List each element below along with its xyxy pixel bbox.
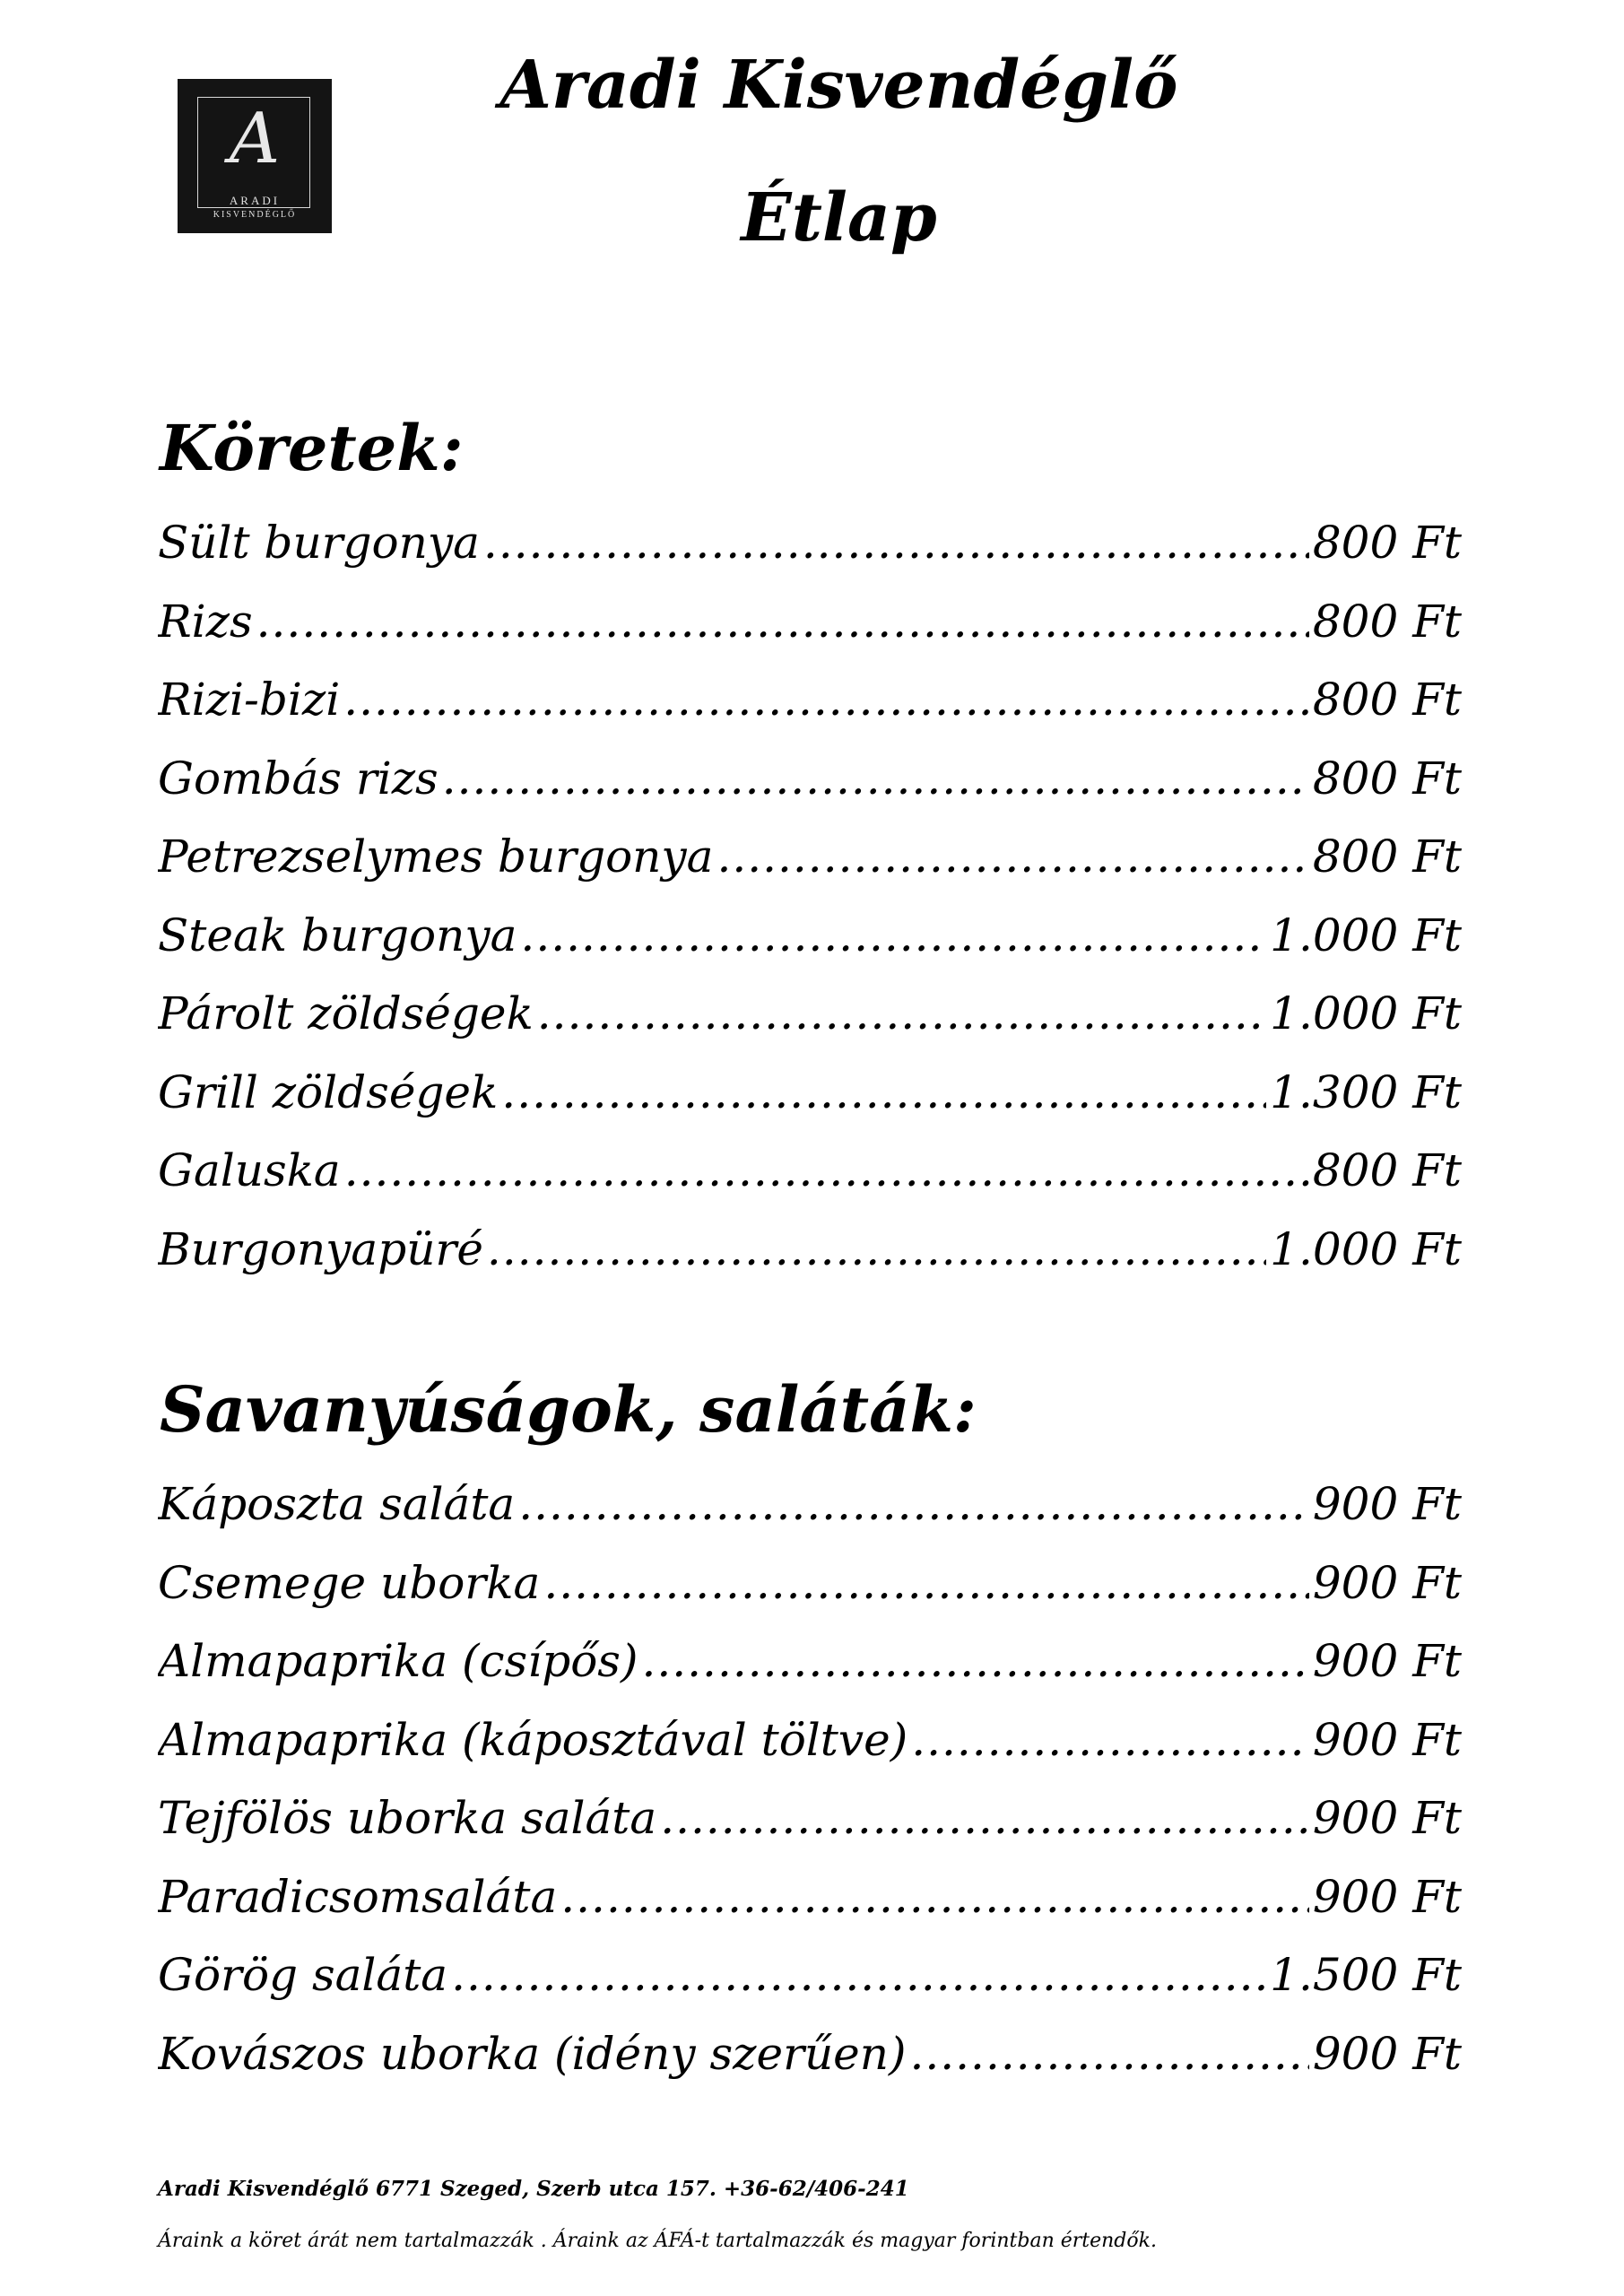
menu-item	[158, 1544, 1462, 1623]
menu-item	[158, 975, 1462, 1054]
dot-leader	[641, 1622, 1308, 1701]
dot-leader	[560, 1858, 1309, 1937]
item-name: Tejfölös uborka saláta	[158, 1792, 657, 1844]
dot-leader	[660, 1779, 1309, 1858]
item-name: Sült burgonya	[158, 517, 480, 569]
item-name: Galuska	[158, 1144, 341, 1196]
item-name: Rizi-bizi	[158, 674, 341, 726]
item-price: 800 Ft	[1312, 1144, 1462, 1196]
item-name: Rizs	[158, 595, 253, 648]
item-name: Kovászos uborka (idény szerűen)	[158, 2027, 907, 2080]
item-price: 1.300 Ft	[1270, 1065, 1462, 1118]
footer-address: Aradi Kisvendéglő 6771 Szeged, Szerb utca 157. +36-62/406-241	[158, 2177, 909, 2201]
item-name: Görög saláta	[158, 1949, 448, 2001]
item-price: 900 Ft	[1312, 2027, 1462, 2080]
dot-leader	[483, 504, 1309, 583]
dot-leader	[344, 1132, 1309, 1211]
item-name: Almapaprika (káposztával töltve)	[158, 1713, 908, 1766]
restaurant-name: Aradi Kisvendéglő	[499, 47, 1178, 124]
item-price: 800 Ft	[1312, 831, 1462, 883]
item-name: Almapaprika (csípős)	[158, 1635, 638, 1687]
item-price: 1.500 Ft	[1270, 1949, 1462, 2001]
dot-leader	[451, 1936, 1266, 2015]
logo-letter: A	[229, 99, 281, 179]
item-price: 800 Ft	[1312, 517, 1462, 569]
item-name: Petrezselymes burgonya	[158, 831, 714, 883]
dot-leader	[442, 740, 1309, 819]
item-name: Grill zöldségek	[158, 1065, 499, 1118]
menu-item	[158, 740, 1462, 819]
menu-item	[158, 661, 1462, 740]
menu-item	[158, 1132, 1462, 1211]
item-price: 1.000 Ft	[1270, 909, 1462, 961]
menu-item	[158, 2015, 1462, 2094]
item-name: Párolt zöldségek	[158, 987, 534, 1039]
item-name: Gombás rizs	[158, 752, 439, 804]
menu-item	[158, 1622, 1462, 1701]
dot-leader	[518, 1465, 1309, 1544]
item-price: 900 Ft	[1312, 1478, 1462, 1530]
item-name: Káposzta saláta	[158, 1478, 516, 1530]
logo-text-line2: KISVENDÉGLŐ	[213, 210, 297, 220]
item-price: 1.000 Ft	[1270, 1222, 1462, 1275]
menu-item	[158, 1211, 1462, 1290]
item-price: 800 Ft	[1312, 674, 1462, 726]
menu-item	[158, 1701, 1462, 1780]
item-name: Burgonyapüré	[158, 1222, 483, 1275]
dot-leader	[256, 583, 1309, 662]
footer-price-note: Áraink a köret árát nem tartalmazzák . Áraink az ÁFÁ-t tartalmazzák és magyar forintban értendők.	[158, 2230, 1157, 2252]
menu-item	[158, 583, 1462, 662]
menu-item	[158, 1054, 1462, 1133]
item-name: Steak burgonya	[158, 909, 517, 961]
dot-leader	[520, 897, 1266, 976]
item-price: 900 Ft	[1312, 1713, 1462, 1766]
dot-leader	[343, 661, 1309, 740]
menu-item	[158, 1858, 1462, 1937]
item-name: Csemege uborka	[158, 1556, 541, 1609]
side-dishes-list	[158, 504, 1462, 1289]
section-heading-pickles-salads: Savanyúságok, saláták:	[160, 1372, 977, 1447]
item-name: Paradicsomsaláta	[158, 1870, 558, 1923]
menu-item	[158, 1465, 1462, 1544]
menu-item	[158, 897, 1462, 976]
item-price: 900 Ft	[1312, 1556, 1462, 1609]
dot-leader	[537, 975, 1266, 1054]
section-heading-side-dishes: Köretek:	[160, 411, 464, 485]
dot-leader	[501, 1054, 1266, 1133]
pickles-salads-list	[158, 1465, 1462, 2093]
dot-leader	[543, 1544, 1309, 1623]
dot-leader	[716, 818, 1308, 897]
dot-leader	[909, 2015, 1308, 2094]
menu-item	[158, 818, 1462, 897]
item-price: 900 Ft	[1312, 1870, 1462, 1923]
item-price: 900 Ft	[1312, 1792, 1462, 1844]
menu-item	[158, 1779, 1462, 1858]
menu-item	[158, 504, 1462, 583]
logo-text-line1: ARADI	[229, 194, 281, 207]
dot-leader	[487, 1211, 1266, 1290]
item-price: 1.000 Ft	[1270, 987, 1462, 1039]
item-price: 800 Ft	[1312, 752, 1462, 804]
menu-item	[158, 1936, 1462, 2015]
dot-leader	[911, 1701, 1309, 1780]
item-price: 900 Ft	[1312, 1635, 1462, 1687]
item-price: 800 Ft	[1312, 595, 1462, 648]
menu-title: Étlap	[741, 179, 937, 257]
